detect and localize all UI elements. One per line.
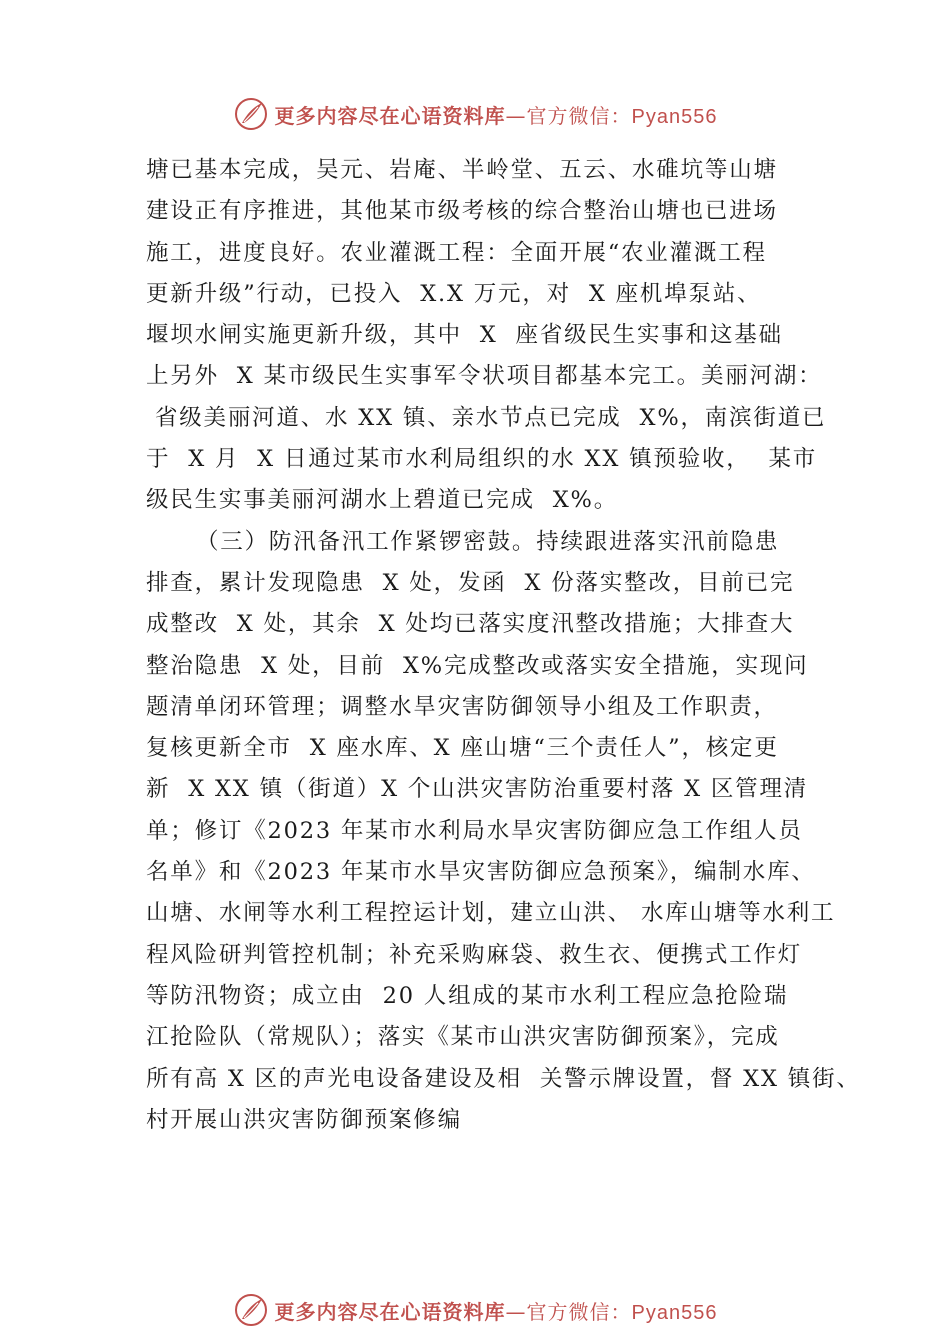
paragraph-line: 单；修订《2023 年某市水利局水旱灾害防御应急工作组人员 (146, 817, 803, 844)
paragraph-line: 复核更新全市 X 座水库、X 座山塘“三个责任人”，核定更 (146, 735, 779, 762)
paragraph-line: 上另外 X 某市级民生实事军令状项目都基本完工。美丽河湖： (146, 363, 823, 390)
banner-brand: 更多内容尽在心语资料库 (274, 1299, 506, 1324)
paragraph-line: 级民生实事美丽河湖水上碧道已完成 X%。 (146, 487, 619, 514)
banner-brand: 更多内容尽在心语资料库 (274, 103, 506, 128)
paragraph-line: 排查，累计发现隐患 X 处，发函 X 份落实整改，目前已完 (146, 569, 795, 596)
paragraph-line: 建设正有序推进，其他某市级考核的综合整治山塘也已进场 (146, 198, 778, 225)
banner-separator: — (505, 103, 527, 128)
paragraph-line: 成整改 X 处，其余 X 处均已落实度汛整改措施；大排查大 (146, 611, 795, 638)
paragraph-line: 整治隐患 X 处，目前 X%完成整改或落实安全措施，实现问 (146, 652, 809, 679)
section-heading-line: （三）防汛备汛工作紧锣密鼓。持续跟进落实汛前隐患 (196, 528, 780, 555)
paragraph-line: 堰坝水闸实施更新升级，其中 X 座省级民生实事和这基础 (146, 322, 783, 349)
paragraph-line: 所有高 X 区的声光电设备建设及相 关警示牌设置，督 XX 镇街、 (146, 1065, 861, 1092)
banner-text (275, 100, 718, 129)
paragraph-line: 施工，进度良好。农业灌溉工程：全面开展“农业灌溉工程 (146, 239, 767, 266)
paragraph-line: 于 X 月 X 日通过某市水利局组织的水 XX 镇预验收， 某市 (146, 446, 818, 473)
header-banner (0, 94, 950, 134)
paragraph-line: 题清单闭环管理；调整水旱灾害防御领导小组及工作职责， (146, 693, 778, 720)
feather-quill-logo-icon (233, 96, 269, 132)
paragraph-line: 更新升级”行动，已投入 X.X 万元，对 X 座机埠泵站、 (146, 280, 762, 307)
banner-wechat-label: 官方微信： (526, 1299, 632, 1324)
document-body (146, 150, 861, 1141)
paragraph-line: 塘已基本完成，吴元、岩庵、半岭堂、五云、水碓坑等山塘 (146, 157, 778, 183)
footer-banner (0, 1290, 950, 1330)
banner-wechat-id: Pyan556 (631, 1301, 718, 1324)
banner-text (275, 1296, 718, 1325)
paragraph-line: 名单》和《2023 年某市水旱灾害防御应急预案》，编制水库、 (146, 859, 816, 886)
paragraph-line: 山塘、水闸等水利工程控运计划，建立山洪、 水库山塘等水利工 (146, 900, 836, 927)
paragraph-line: 新 X XX 镇（街道）X 个山洪灾害防治重要村落 X 区管理清 (146, 776, 809, 803)
banner-separator: — (505, 1299, 527, 1324)
paragraph-line: 江抢险队（常规队）；落实《某市山洪灾害防御预案》，完成 (146, 1024, 780, 1051)
banner-wechat-label: 官方微信： (526, 103, 632, 128)
paragraph-line: 程风险研判管控机制；补充采购麻袋、救生衣、便携式工作灯 (146, 941, 803, 968)
paragraph-line: 等防汛物资；成立由 20 人组成的某市水利工程应急抢险瑞 (146, 982, 789, 1009)
paragraph-line: 村开展山洪灾害防御预案修编 (146, 1106, 462, 1133)
banner-wechat-id: Pyan556 (631, 105, 718, 128)
feather-quill-logo-icon (233, 1292, 269, 1328)
paragraph-line: 省级美丽河道、水 XX 镇、亲水节点已完成 X%，南滨街道已 (146, 404, 827, 431)
